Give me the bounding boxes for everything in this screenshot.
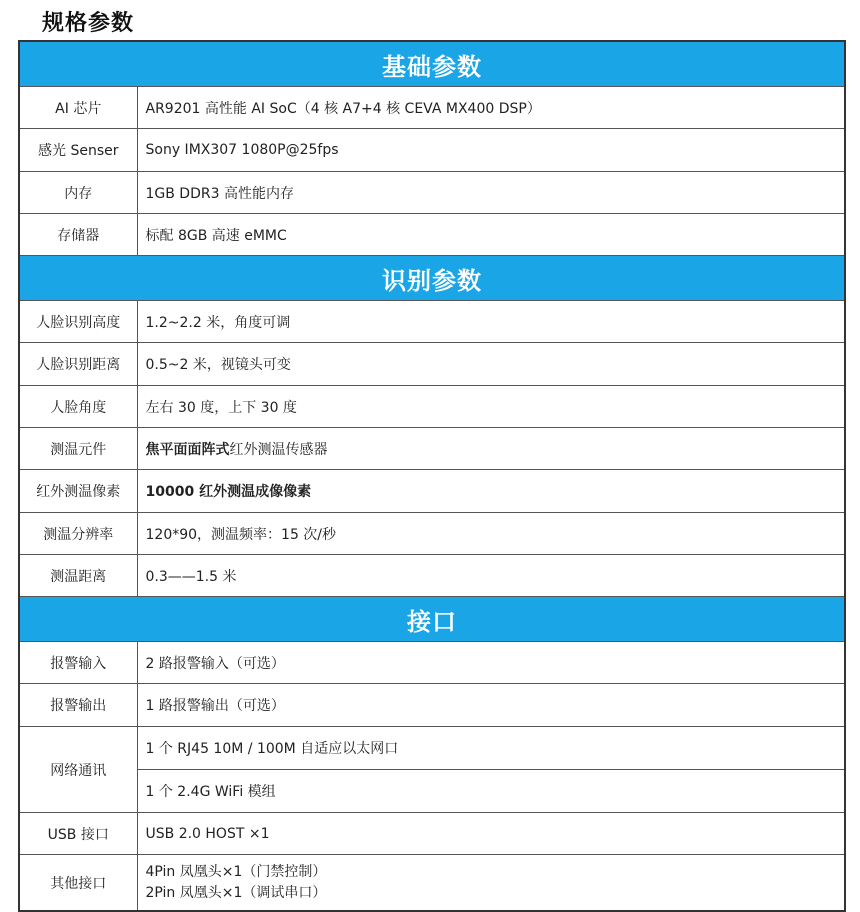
- spec-table: [18, 40, 846, 912]
- row-value: 1 个 2.4G WiFi 模组: [137, 770, 845, 813]
- row-label: 内存: [19, 172, 137, 214]
- row-value: 0.3——1.5 米: [137, 555, 845, 597]
- row-label: USB 接口: [19, 813, 137, 855]
- table-row: [19, 214, 845, 256]
- row-value: 10000 红外测温成像像素: [137, 470, 845, 513]
- row-label: 测温分辨率: [19, 513, 137, 555]
- row-value: 1 路报警输出（可选）: [137, 684, 845, 727]
- section-title: 接口: [19, 597, 845, 642]
- row-label: 其他接口: [19, 855, 137, 912]
- table-row: [19, 428, 845, 470]
- table-row: [19, 129, 845, 172]
- section-header-recognition: [19, 256, 845, 301]
- row-label: 存储器: [19, 214, 137, 256]
- row-label: AI 芯片: [19, 87, 137, 129]
- value-text: 红外测温传感器: [229, 441, 328, 458]
- row-label: 报警输入: [19, 642, 137, 684]
- row-value: 标配 8GB 高速 eMMC: [137, 214, 845, 256]
- row-value: 120*90，测温频率：15 次/秒: [137, 513, 845, 555]
- value-line: 4Pin 凤凰头×1（门禁控制）: [145, 863, 327, 880]
- row-value: Sony IMX307 1080P@25fps: [137, 129, 845, 172]
- table-row: [19, 470, 845, 513]
- page-title: 规格参数: [42, 11, 135, 36]
- table-row: [19, 727, 845, 770]
- row-label: 人脸角度: [19, 386, 137, 428]
- row-value: [137, 855, 845, 912]
- table-row: [19, 555, 845, 597]
- row-value: AR9201 高性能 AI SoC（4 核 A7+4 核 CEVA MX400 DSP）: [137, 87, 845, 129]
- table-row: [19, 343, 845, 386]
- row-label: 网络通讯: [19, 727, 137, 813]
- section-title: 识别参数: [19, 256, 845, 301]
- section-title: 基础参数: [19, 41, 845, 87]
- row-label: 红外测温像素: [19, 470, 137, 513]
- row-value: [137, 428, 845, 470]
- row-value: 1 个 RJ45 10M / 100M 自适应以太网口: [137, 727, 845, 770]
- table-row: [19, 172, 845, 214]
- row-label: 报警输出: [19, 684, 137, 727]
- table-row: [19, 386, 845, 428]
- table-row: [19, 642, 845, 684]
- row-value: 左右 30 度，上下 30 度: [137, 386, 845, 428]
- row-value: 1.2~2.2 米，角度可调: [137, 301, 845, 343]
- row-value: 0.5~2 米，视镜头可变: [137, 343, 845, 386]
- row-label: 人脸识别距离: [19, 343, 137, 386]
- value-line: 2Pin 凤凰头×1（调试串口）: [145, 884, 327, 901]
- row-value: 2 路报警输入（可选）: [137, 642, 845, 684]
- section-header-interface: [19, 597, 845, 642]
- row-label: 人脸识别高度: [19, 301, 137, 343]
- section-header-basic: [19, 41, 845, 87]
- table-row: [19, 87, 845, 129]
- table-row: [19, 813, 845, 855]
- value-emphasis: 焦平面面阵式: [145, 441, 230, 458]
- table-row: [19, 855, 845, 912]
- row-value: 1GB DDR3 高性能内存: [137, 172, 845, 214]
- table-row: [19, 770, 845, 813]
- row-value: USB 2.0 HOST ×1: [137, 813, 845, 855]
- row-label: 测温元件: [19, 428, 137, 470]
- table-row: [19, 301, 845, 343]
- row-label: 感光 Senser: [19, 129, 137, 172]
- table-row: [19, 684, 845, 727]
- row-label: 测温距离: [19, 555, 137, 597]
- table-row: [19, 513, 845, 555]
